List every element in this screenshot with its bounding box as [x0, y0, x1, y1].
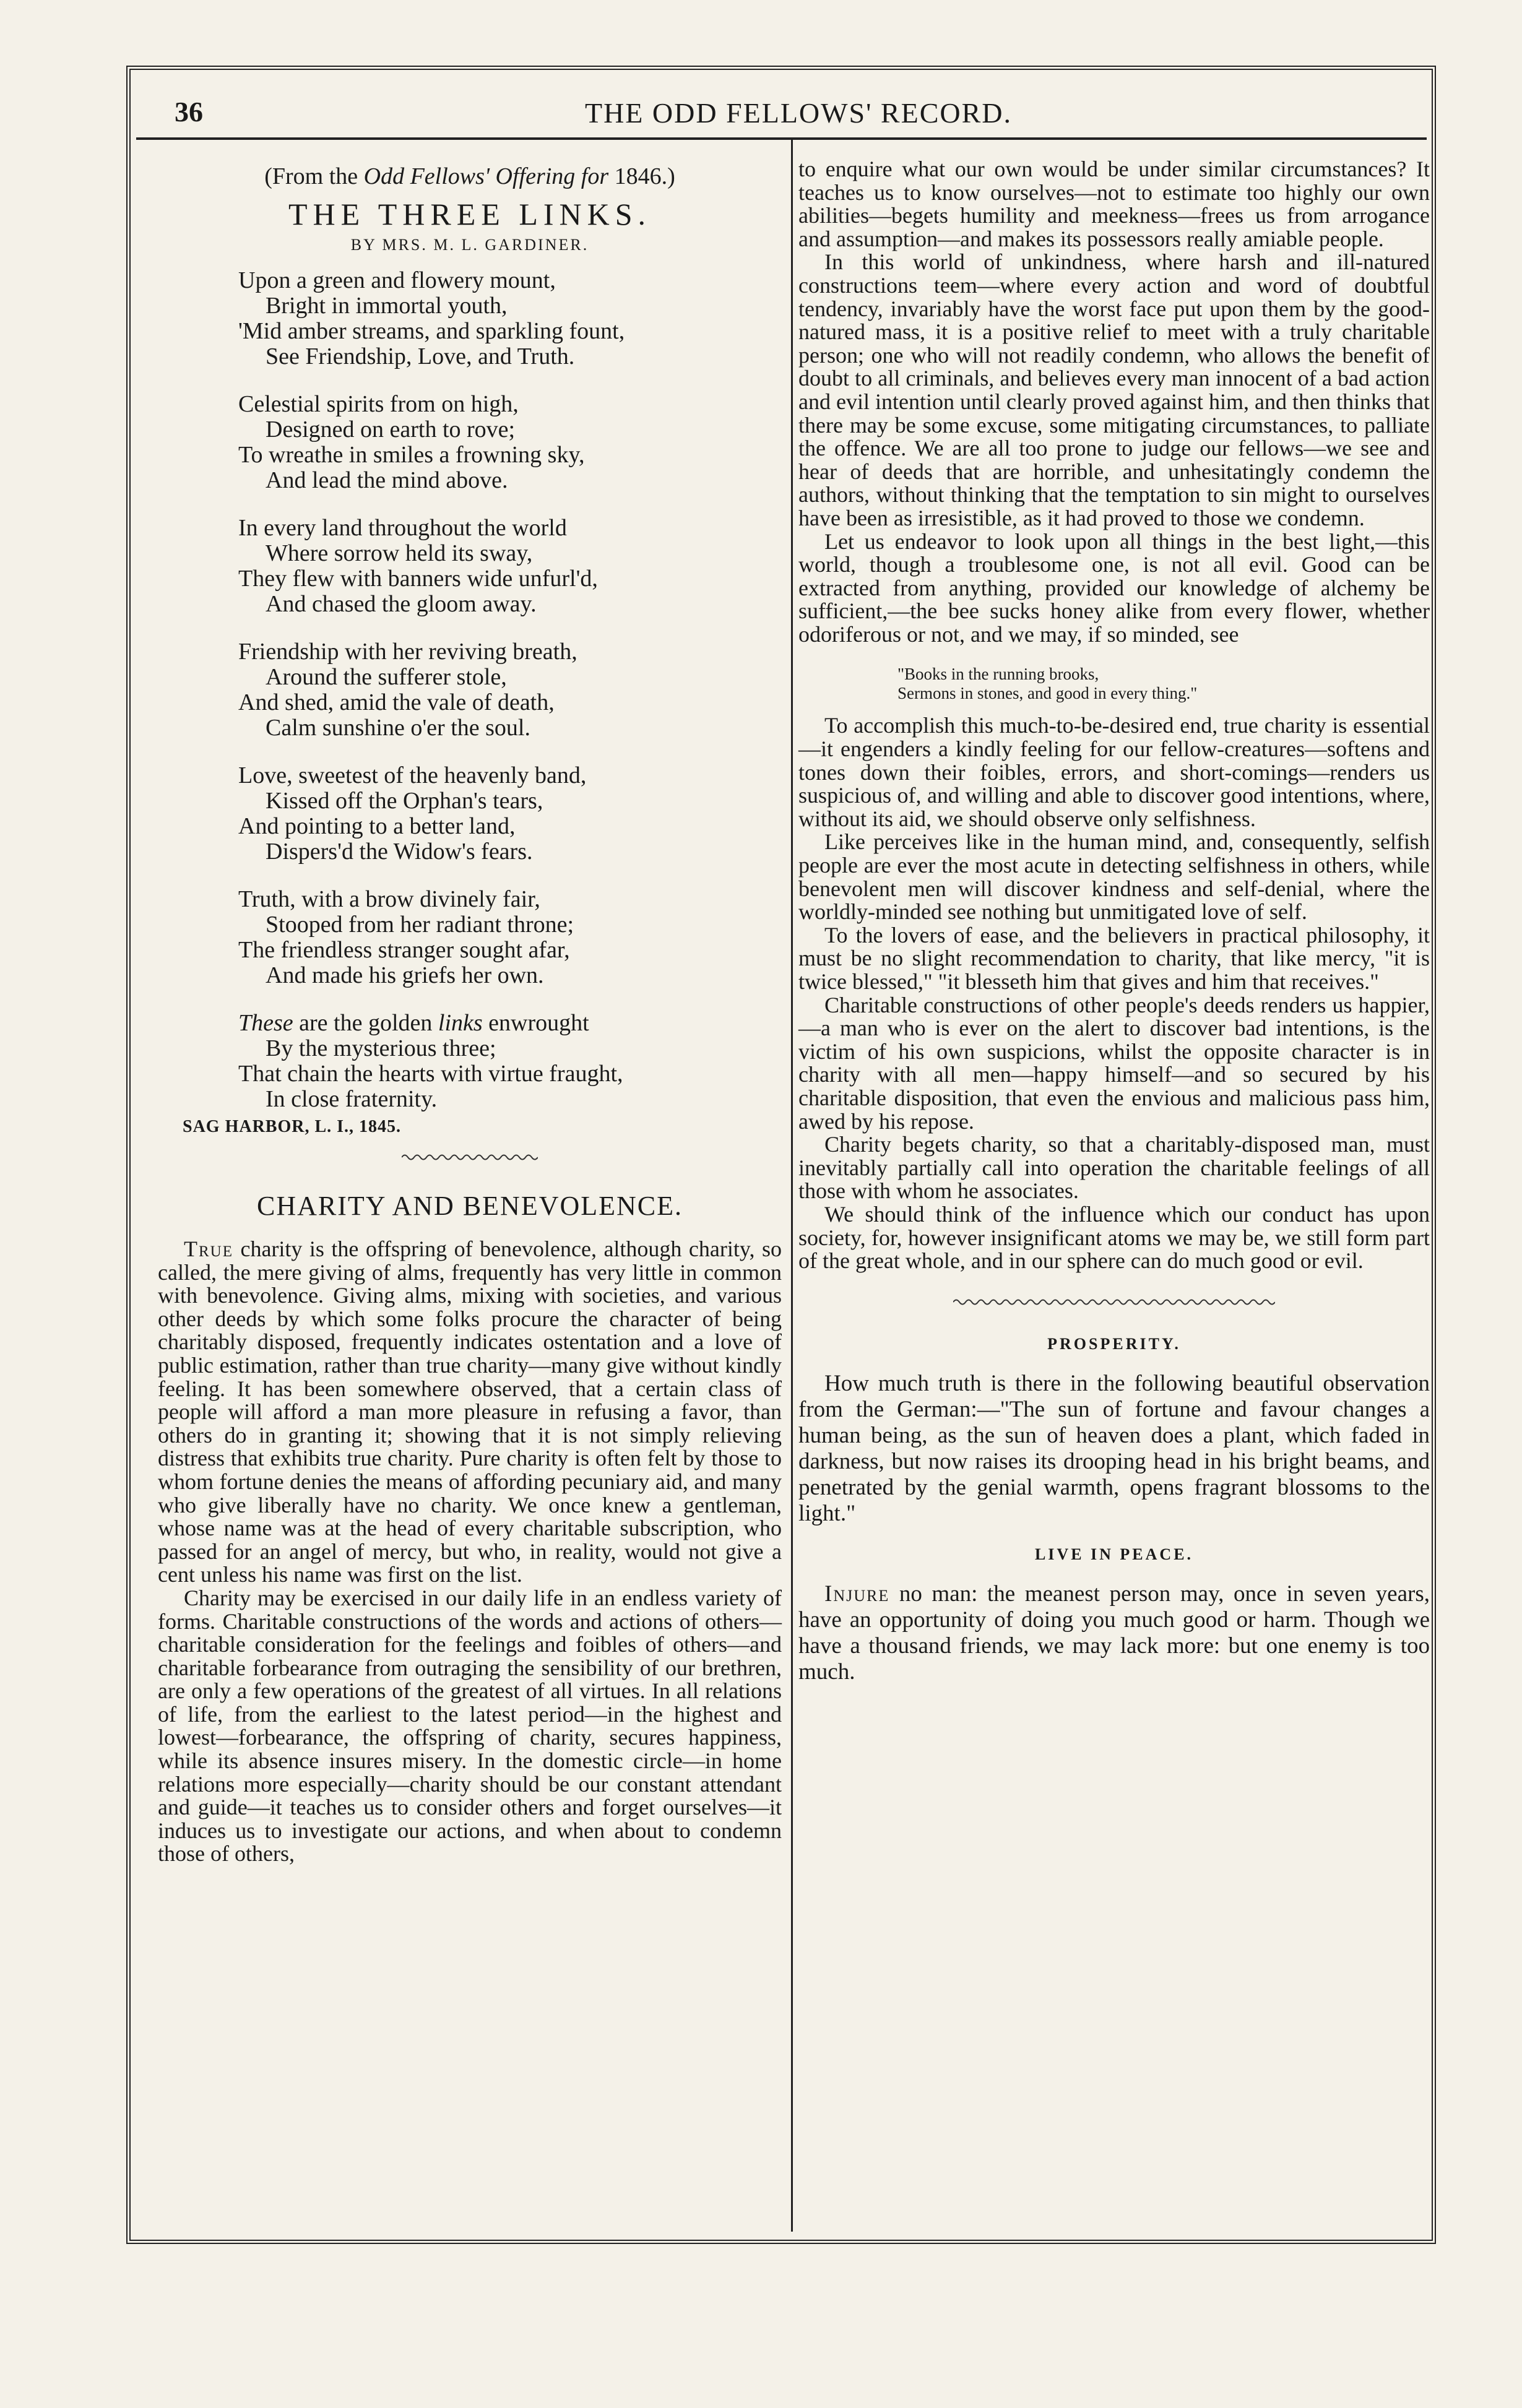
poem-source-publication: Odd Fellows' Offering for: [363, 163, 609, 189]
poem-stanza: [238, 268, 782, 369]
paragraph: Like perceives like in the human mind, and, consequently, selfish people are ever the most acute in detecting selfishness in others, while benevolent men will discover kindness and self-denial, where the worldly-minded see nothing but unmitigated love of self.: [798, 829, 1430, 925]
paragraph: To accomplish this much-to-be-desired end, true charity is essential—it engenders a kindly feeling for our fellow-creatures—softens and tones down their foibles, errors, and short-comings—renders us suspicious of, and willing and able to discover good intentions, where, without its aid, we should observe only selfishness.: [798, 713, 1430, 831]
quote-line: Sermons in stones, and good in every thing.": [897, 684, 1198, 703]
poem-source-suffix: 1846.): [608, 163, 675, 189]
poem-line: By the mysterious three;: [266, 1035, 496, 1061]
running-head: [167, 93, 1430, 142]
paragraph: We should think of the influence which our conduct has upon society, for, however insignificant atoms we may be, we still form part of the great whole, and in our sphere can do much good or evil.: [798, 1201, 1430, 1274]
wavy-ornament: [798, 1298, 1430, 1310]
poem-line: Designed on earth to rove;: [266, 416, 516, 442]
paragraph-text: no man: the meanest person may, once in seven years, have an opportunity of doing you much good or harm. Though we have a thousand friends, we may lack more: but one enemy is too much.: [798, 1581, 1430, 1685]
paragraph: How much truth is there in the following beautiful observation from the German:—"The sun of fortune and favour changes a human being, as the sun of heaven does a plant, which faded in darkness, but now raises its drooping head in his bright beams, and penetrated by the genial warmth, opens fragrant blossoms to the light.": [798, 1370, 1430, 1526]
poem-line: And made his griefs her own.: [266, 962, 544, 988]
paragraph: In this world of unkindness, where harsh and ill-natured constructions teem—where every action and word of doubtful tendency, invariably have the worst face put upon them by the good-natured mass, it is a positive relief to meet with a truly charitable person; one who will not readily condemn, who allows the benefit of doubt to all criminals, and believes every man innocent of a bad action and evil intention until clearly proved against him, and then thinks that there may be some excuse, some mitigating circumstances, to palliate the offence. We are all too prone to judge our fellows—we see and hear of deeds that are horrible, and unhesitatingly condemn the authors, without thinking that the temptation to sin might to ourselves have been as irresistible, as it had proved to those we condemn.: [798, 249, 1430, 530]
poem-line: The friendless stranger sought afar,: [238, 937, 570, 963]
paragraph-lead-word: Injure: [824, 1581, 890, 1607]
poem-line: Bright in immortal youth,: [266, 293, 508, 319]
header-rule: [136, 137, 1427, 140]
paragraph: to enquire what our own would be under similar circumstances? It teaches us to know ourselves—not to estimate too highly our own abilities—begets humility and meekness—frees us from arrogance and assumption—and makes its possessors really amiable people.: [798, 157, 1430, 251]
quote-line: "Books in the running brooks,: [897, 665, 1099, 684]
poem-word-links: links: [438, 1010, 483, 1036]
poem-line: Calm sunshine o'er the soul.: [266, 715, 530, 741]
poem-line: Truth, with a brow divinely fair,: [238, 886, 540, 912]
paragraph: Let us endeavor to look upon all things in the best light,—this world, though a troublesome one, is not all evil. Good can be extracted from anything, provided our knowledge of alchemy be sufficient,—the bee sucks honey alike from every flower, whether odoriferous or not, and we may, if so minded, see: [798, 529, 1430, 647]
poem-line: Love, sweetest of the heavenly band,: [238, 762, 587, 788]
paragraph: Charitable constructions of other people's deeds renders us happier,—a man who is ever on the alert to discover bad intentions, is the victim of his own suspicions, whilst the opposite character is in charity with all men—happy himself—and so secured by his charitable disposition, that even the envious and malicious pass him, awed by his repose.: [798, 992, 1430, 1134]
poem-stanza: [238, 392, 782, 493]
poem-line: See Friendship, Love, and Truth.: [266, 343, 575, 369]
left-column: [158, 158, 782, 1866]
poem-line: And chased the gloom away.: [266, 591, 537, 617]
paragraph-text: charity is the offspring of benevolence, although charity, so called, the mere giving of alms, frequently has very little in common with benevolence. Giving alms, mixing with societies, and various other deeds by which some folks procure the character of being charitably disposed, frequently indicates ostentation and a love of public estimation, rather than true charity—many give without kindly feeling. It has been somewhere observed, that a certain class of people will afford a man more pleasure in refusing a favor, than others do in granting it; showing that it is not simply relieving distress that exhibits true charity. Pure charity is often felt by those to whom fortune denies the means of affording pecuniary aid, and many who give liberally have no charity. We once knew a gentleman, whose name was at the head of every charitable subscription, who passed for an angel of mercy, but who, in reality, would not give a cent unless his name was first on the list.: [158, 1236, 782, 1587]
poem-line: [238, 1011, 782, 1036]
poem-place-date: SAG HARBOR, L. I., 1845.: [183, 1117, 402, 1136]
poem-stanza: [238, 516, 782, 617]
poem-source-prefix: (From the: [264, 163, 364, 189]
poem-line: Kissed off the Orphan's tears,: [266, 788, 543, 814]
wavy-ornament: [158, 1153, 782, 1165]
poem-line: 'Mid amber streams, and sparkling fount,: [238, 318, 625, 344]
poem-title: THE THREE LINKS.: [288, 197, 652, 231]
paragraph: [158, 1238, 782, 1587]
poem-line: To wreathe in smiles a frowning sky,: [238, 442, 585, 468]
poem-line: And shed, amid the vale of death,: [238, 689, 555, 715]
poem-line: Around the sufferer stole,: [266, 664, 507, 690]
right-column: [798, 158, 1430, 1685]
poem-line: And pointing to a better land,: [238, 813, 516, 839]
poem-source: [158, 163, 782, 190]
poem-word-these: These: [238, 1010, 293, 1036]
poem-stanza: [238, 639, 782, 741]
poem-line: Celestial spirits from on high,: [238, 391, 519, 417]
column-divider: [791, 140, 793, 2232]
poem-line-text: are the golden: [293, 1010, 438, 1036]
poem-stanza: [238, 763, 782, 865]
poem-byline: BY MRS. M. L. GARDINER.: [350, 236, 589, 254]
poem-line: Where sorrow held its sway,: [266, 540, 533, 566]
poem-line: In close fraternity.: [266, 1086, 438, 1112]
poem-line: They flew with banners wide unfurl'd,: [238, 566, 598, 592]
poem-line-text: enwrought: [482, 1010, 589, 1036]
poem-line: Friendship with her reviving breath,: [238, 639, 577, 665]
paragraph: To the lovers of ease, and the believers in practical philosophy, it must be no slight recommendation to charity, that like mercy, "it is twice blessed," "it blesseth him that gives and him that receives.": [798, 922, 1430, 994]
poem-line: That chain the hearts with virtue fraught,: [238, 1061, 623, 1087]
poem-line: Upon a green and flowery mount,: [238, 267, 556, 293]
paragraph: Charity may be exercised in our daily life in an endless variety of forms. Charitable constructions of the words and actions of others—charitable consideration for the feelings and foibles of others—and charitable forbearance from outraging the sensibility of our brethren, are only a few operations of the greatest of all virtues. In all relations of life, from the earliest to the latest period—in the highest and lowest—forbearance, the offspring of charity, secures happiness, while its absence insures misery. In the domestic circle—in home relations more especially—charity should be our constant attendant and guide—it teaches us to consider others and forget ourselves—it induces us to investigate our actions, and when about to condemn those of others,: [158, 1585, 782, 1866]
poem-line: Stooped from her radiant throne;: [266, 912, 574, 938]
poem-line: In every land throughout the world: [238, 515, 567, 541]
section-title: PROSPERITY.: [1047, 1334, 1181, 1353]
poem-line: Dispers'd the Widow's fears.: [266, 839, 533, 865]
paragraph: Charity begets charity, so that a charitably-disposed man, must inevitably partially call into operation the charitable feelings of all those with whom he associates.: [798, 1132, 1430, 1204]
section-title: CHARITY AND BENEVOLENCE.: [257, 1191, 683, 1221]
poem-line: And lead the mind above.: [266, 467, 508, 493]
section-title: LIVE IN PEACE.: [1034, 1545, 1194, 1563]
paragraph: [798, 1581, 1430, 1685]
paragraph-lead-word: True: [184, 1236, 233, 1261]
poem-stanza: [238, 1011, 782, 1112]
page-number: 36: [175, 96, 203, 127]
block-quote: [897, 665, 1430, 703]
poem-stanza: [238, 887, 782, 988]
journal-title: THE ODD FELLOWS' RECORD.: [584, 97, 1013, 129]
